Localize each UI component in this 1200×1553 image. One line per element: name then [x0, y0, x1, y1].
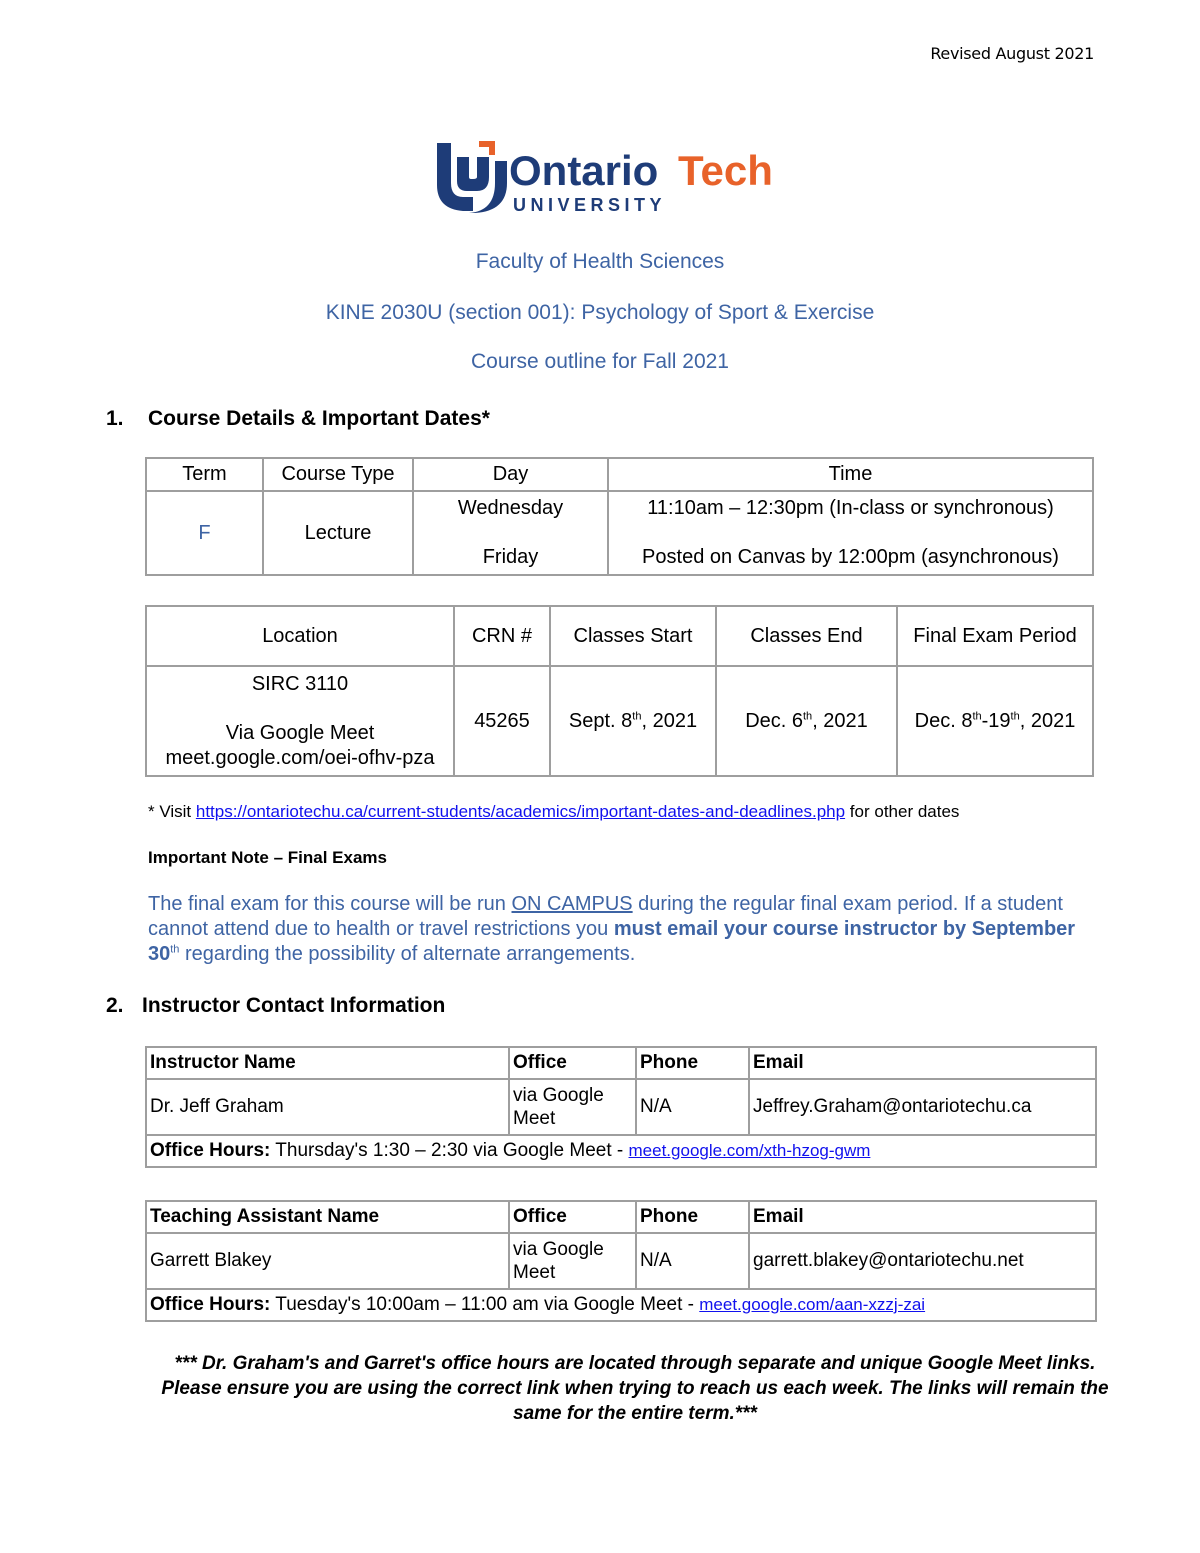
location-header-exam: Final Exam Period	[897, 606, 1093, 666]
instructor-name: Dr. Jeff Graham	[146, 1079, 509, 1135]
section-2-title: Instructor Contact Information	[142, 994, 446, 1017]
location-cell	[146, 666, 454, 776]
instructor-meet-link[interactable]: meet.google.com/xth-hzog-gwm	[628, 1141, 871, 1160]
location-header-start: Classes Start	[550, 606, 716, 666]
on-campus-text: ON CAMPUS	[511, 893, 633, 915]
schedule-day-1: Wednesday	[457, 497, 564, 519]
instructor-table	[145, 1046, 1097, 1168]
ta-meet-link[interactable]: meet.google.com/aan-xzzj-zai	[699, 1295, 926, 1314]
location-meet-url: meet.google.com/oei-ofhv-pza	[165, 746, 435, 769]
crn-value: 45265	[454, 666, 550, 776]
logo-mark-icon	[433, 137, 773, 217]
instructor-email: Jeffrey.Graham@ontariotechu.ca	[749, 1079, 1096, 1135]
ta-header-phone: Phone	[636, 1201, 749, 1233]
ta-header-email: Email	[749, 1201, 1096, 1233]
classes-start: Sept. 8th, 2021	[550, 666, 716, 776]
section-1-heading	[106, 407, 490, 431]
ontario-tech-logo	[433, 137, 773, 217]
instructor-header-phone: Phone	[636, 1047, 749, 1079]
ta-header-name: Teaching Assistant Name	[146, 1201, 509, 1233]
instructor-office-hours: Office Hours: Thursday's 1:30 – 2:30 via Google Meet - meet.google.com/xth-hzog-gwm	[146, 1135, 1096, 1167]
logo-university: UNIVERSITY	[513, 195, 667, 215]
location-header-location: Location	[146, 606, 454, 666]
must-email-text: must email your course instructor by September 30	[148, 918, 1076, 965]
instructor-header-office: Office	[509, 1047, 636, 1079]
outline-title: Course outline for Fall 2021	[471, 350, 729, 373]
schedule-table	[145, 457, 1094, 576]
ta-office: via Google Meet	[509, 1233, 636, 1289]
visit-note: * Visit https://ontariotechu.ca/current-students/academics/important-dates-and-deadlines.php for other dates	[148, 802, 960, 821]
final-exam-note: The final exam for this course will be run ON CAMPUS during the regular final exam period. If a student cannot attend due to health or travel restrictions you must email your course instructor by September 30th regarding the possibility of alternate arrangements.	[148, 893, 1076, 965]
schedule-header-course-type: Course Type	[263, 458, 413, 491]
ta-email: garrett.blakey@ontariotechu.net	[749, 1233, 1096, 1289]
ta-name: Garrett Blakey	[146, 1233, 509, 1289]
ta-header-office: Office	[509, 1201, 636, 1233]
ta-table	[145, 1200, 1097, 1322]
section-1-title: Course Details & Important Dates*	[148, 407, 490, 430]
location-room: SIRC 3110	[251, 672, 349, 695]
classes-end: Dec. 6th, 2021	[716, 666, 897, 776]
faculty-title: Faculty of Health Sciences	[475, 250, 725, 273]
course-title: KINE 2030U (section 001): Psychology of Sport & Exercise	[325, 301, 875, 324]
logo-tech: Tech	[678, 147, 773, 194]
instructor-header-name: Instructor Name	[146, 1047, 509, 1079]
schedule-day-2: Friday	[482, 546, 539, 568]
important-dates-link[interactable]: https://ontariotechu.ca/current-students/academics/important-dates-and-deadlines.php	[195, 802, 846, 821]
schedule-course-type: Lecture	[263, 491, 413, 575]
location-via: Via Google Meet	[225, 721, 375, 744]
schedule-time-2: Posted on Canvas by 12:00pm (asynchronous)	[642, 546, 1059, 568]
instructor-phone: N/A	[636, 1079, 749, 1135]
office-hours-note: *** Dr. Graham's and Garret's office hours are located through separate and unique Google Meet links. Please ensure you are using the correct link when trying to reach us each week. The links will remain the same for the entire term.***	[161, 1353, 1109, 1424]
schedule-header-term: Term	[146, 458, 263, 491]
revised-date: Revised August 2021	[930, 44, 1094, 63]
instructor-header-email: Email	[749, 1047, 1096, 1079]
note-title: Important Note – Final Exams	[148, 848, 387, 867]
schedule-header-day: Day	[413, 458, 608, 491]
section-1-number: 1.	[106, 407, 124, 430]
location-header-crn: CRN #	[454, 606, 550, 666]
instructor-office: via Google Meet	[509, 1079, 636, 1135]
section-2-heading	[106, 994, 445, 1018]
schedule-time-cell	[608, 491, 1093, 575]
schedule-time-1: 11:10am – 12:30pm (In-class or synchronous)	[647, 497, 1054, 519]
final-exam-period: Dec. 8th-19th, 2021	[897, 666, 1093, 776]
location-table	[145, 605, 1094, 777]
schedule-term: F	[146, 491, 263, 575]
schedule-header-time: Time	[608, 458, 1093, 491]
ta-phone: N/A	[636, 1233, 749, 1289]
location-header-end: Classes End	[716, 606, 897, 666]
section-2-number: 2.	[106, 994, 124, 1017]
logo-ontario: Ontario	[509, 147, 659, 194]
schedule-day-cell	[413, 491, 608, 575]
ta-office-hours: Office Hours: Tuesday's 10:00am – 11:00 am via Google Meet - meet.google.com/aan-xzzj-zai	[146, 1289, 1096, 1321]
